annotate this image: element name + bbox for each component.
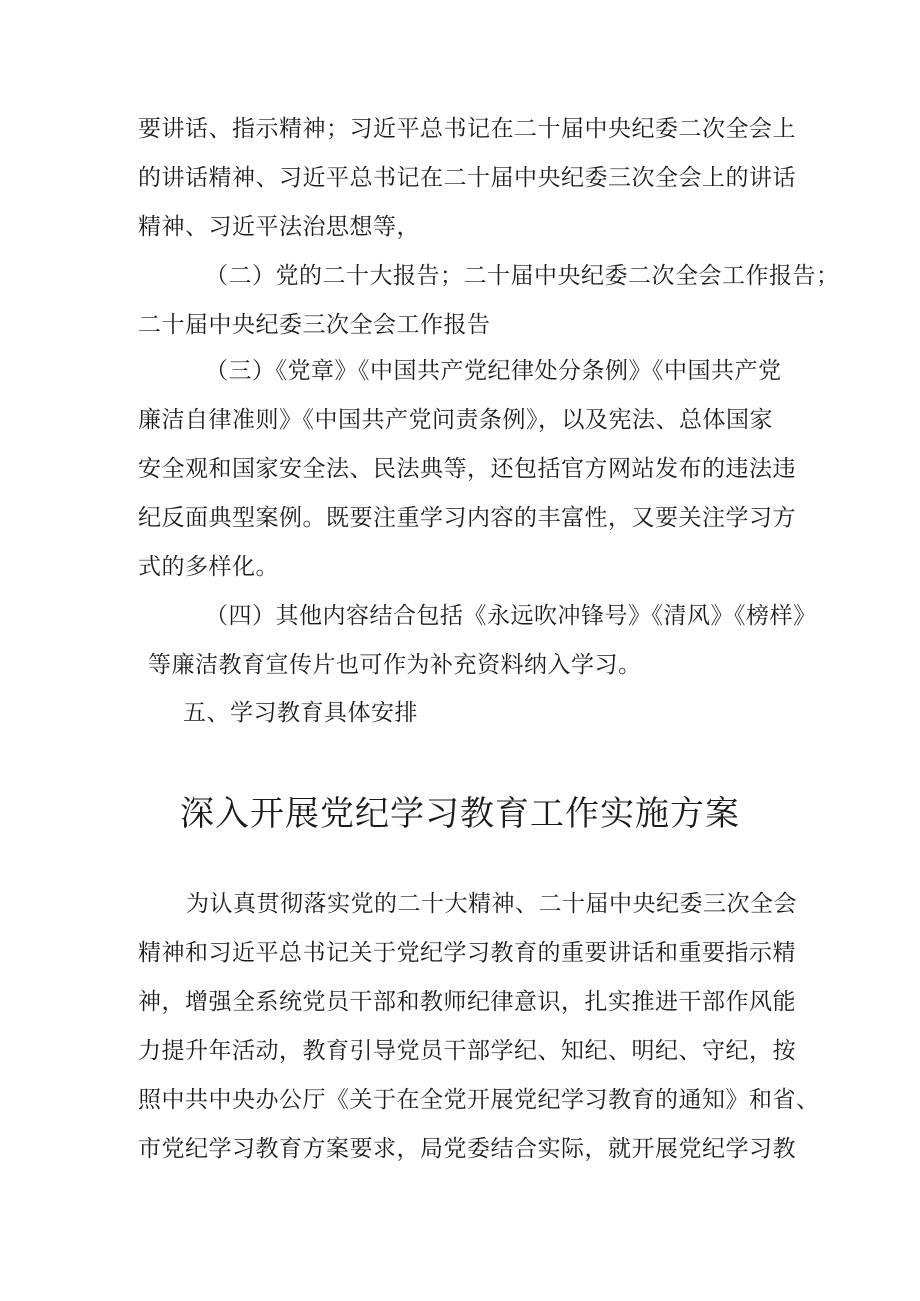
text-line: 为认真贯彻落实党的二十大精神、二十届中央纪委三次全会	[186, 891, 797, 917]
document-title: 深入开展党纪学习教育工作实施方案	[180, 794, 740, 834]
text-line: 神，增强全系统党员干部和教师纪律意识，扎实推进干部作风能	[138, 989, 796, 1015]
text-line: （四）其他内容结合包括《永远吹冲锋号》《清风》《榜样》	[205, 603, 817, 629]
text-line: 纪反面典型案例。既要注重学习内容的丰富性，又要关注学习方	[138, 505, 796, 531]
text-line: 廉洁自律准则》《中国共产党问责条例》，以及宪法、总体国家	[138, 407, 773, 433]
text-line: 照中共中央办公厅《关于在全党开展党纪学习教育的通知》和省、	[138, 1087, 820, 1113]
text-line: 力提升年活动，教育引导党员干部学纪、知纪、明纪、守纪，按	[138, 1038, 796, 1064]
text-line: 安全观和国家安全法、民法典等，还包括官方网站发布的违法违	[138, 456, 796, 482]
text-line: （二）党的二十大报告；二十届中央纪委二次全会工作报告；	[205, 263, 840, 289]
text-line: 精神、习近平法治思想等，	[138, 214, 420, 240]
text-line: 的讲话精神、习近平总书记在二十届中央纪委三次全会上的讲话	[138, 165, 796, 191]
text-line: 等廉洁教育宣传片也可作为补充资料纳入学习。	[148, 652, 642, 678]
text-line: 要讲话、指示精神；习近平总书记在二十届中央纪委二次全会上	[138, 116, 796, 142]
text-line: 精神和习近平总书记关于党纪学习教育的重要讲话和重要指示精	[138, 940, 796, 966]
text-line: （三）《党章》《中国共产党纪律处分条例》《中国共产党	[205, 358, 782, 384]
text-line: 式的多样化。	[138, 554, 279, 580]
text-line: 市党纪学习教育方案要求，局党委结合实际，就开展党纪学习教	[138, 1136, 796, 1162]
section-heading: 五、学习教育具体安排	[183, 700, 418, 726]
text-line: 二十届中央纪委三次全会工作报告	[138, 312, 491, 338]
